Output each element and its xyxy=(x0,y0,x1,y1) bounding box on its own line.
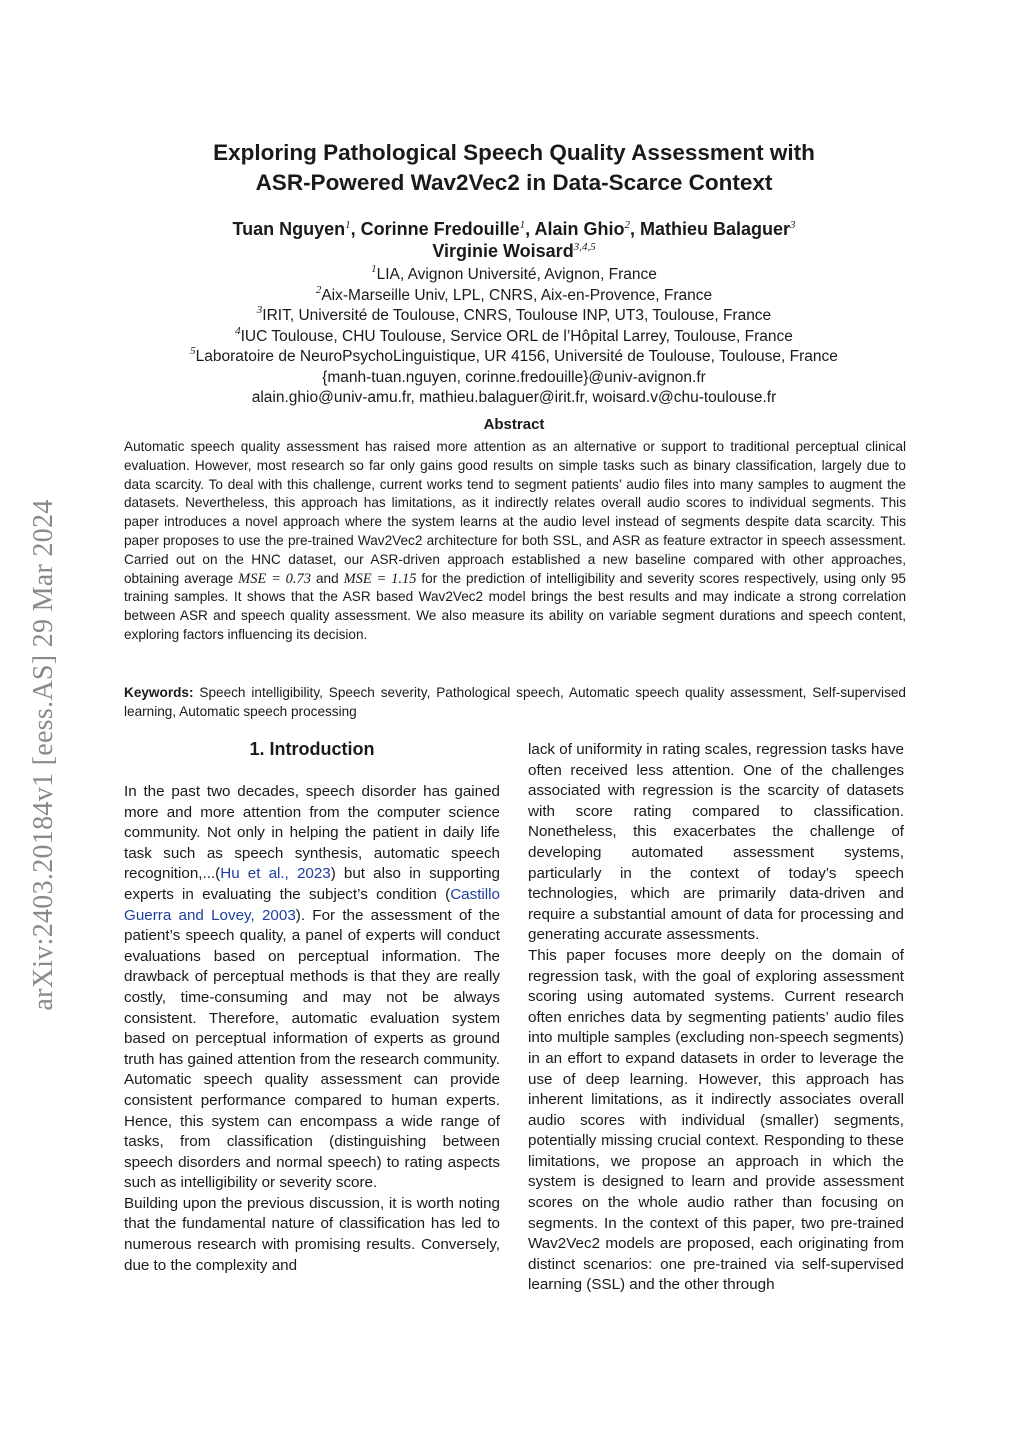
affiliation: $^2$Aix-Marseille Univ, LPL, CNRS, Aix-en-Provence, France xyxy=(315,283,713,304)
citation-link[interactable]: Castillo Guerra and Lovey, 2003 xyxy=(124,885,500,924)
keywords-text: Speech intelligibility, Speech severity, Pathological speech, Automatic speech quality assessment, Self-supervised learning, Automatic speech processing xyxy=(124,685,906,719)
author-sup: 3 xyxy=(790,219,796,231)
author-list: Tuan Nguyen$^1$, Corinne Fredouille$^1$, Alain Ghio$^2$, Mathieu Balaguer$^3$ Virginie Woisard$^{3,4,5}$ xyxy=(232,219,796,261)
author-name: Corinne Fredouille xyxy=(360,219,520,239)
author-name: Mathieu Balaguer xyxy=(640,219,791,239)
author-name: Virginie Woisard xyxy=(432,241,574,261)
affiliation: $^5$Laboratoire de NeuroPsychoLinguistique, UR 4156, Université de Toulouse, Toulouse, France xyxy=(190,345,838,365)
arxiv-watermark xyxy=(0,430,90,1080)
title-line-2: ASR-Powered Wav2Vec2 in Data-Scarce Context xyxy=(255,170,773,195)
email-line: alain.ghio@univ-amu.fr, mathieu.balaguer@irit.fr, woisard.v@chu-toulouse.fr xyxy=(251,389,777,406)
math-mse-severity: MSE = 1.15 xyxy=(343,570,417,587)
math-mse-intelligibility: MSE = 0.73 xyxy=(238,570,312,587)
citation-link[interactable]: Hu et al., 2023 xyxy=(220,865,331,883)
abstract-heading: Abstract xyxy=(483,416,545,433)
author-sup: 1 xyxy=(519,219,526,231)
arxiv-id: arXiv:2403.20184v1 [eess.AS] 29 Mar 2024 xyxy=(28,499,59,1011)
keywords-label: Keywords: xyxy=(124,685,194,700)
affiliation: $^1$LIA, Avignon Université, Avignon, France xyxy=(371,263,657,283)
author-sup: 3,4,5 xyxy=(573,241,596,253)
keywords xyxy=(124,684,906,722)
author-name: Tuan Nguyen xyxy=(232,219,346,239)
title-line-1: Exploring Pathological Speech Quality Assessment with xyxy=(213,140,815,165)
paragraph: Building upon the previous discussion, it is worth noting that the fundamental nature of classification has led to numerous research with promising results. Conversely, due to the complexity and xyxy=(124,1194,500,1274)
paragraph: lack of uniformity in rating scales, regression tasks have often received less attention. One of the challenges associated with regression is the scarcity of datasets with score rating compared to classification. Nonetheless, this exacerbates the challenge of developing automated assessment systems, particularly in the context of today’s speech technologies, which are primarily data-driven and require a substantial amount of data for processing and generating accurate assessments. xyxy=(528,741,904,944)
right-column xyxy=(528,740,904,1296)
abstract-body: Automatic speech quality assessment has raised more attention as an alternative or support to traditional perceptual clinical evaluation. However, most research so far only gains good results on simple tasks such as binary classification, largely due to data scarcity. To deal with this challenge, current works tend to segment patients’ audio files into many samples to augment the datasets. Nevertheless, this approach has limitations, as it indirectly relates overall audio scores to individual segments. This paper introduces a novel approach where the system learns at the audio level instead of segments despite data scarcity. This paper proposes to use the pre-trained Wav2Vec2 architecture for both SSL, and ASR as feature extractor in speech assessment. Carried out on the HNC dataset, our ASR-driven approach established a new baseline compared with other approaches, obtaining average MSE = 0.73 and MSE = 1.15 for the prediction of intelligibility and severity scores respectively, using only 95 training samples. It shows that the ASR based Wav2Vec2 model brings the best results and may indicate a strong correlation between ASR and speech quality assessment. We also measure its ability on variable segment durations and speech content, exploring factors influencing its decision. xyxy=(124,439,906,642)
email-line: {manh-tuan.nguyen, corinne.fredouille}@univ-avignon.fr xyxy=(322,368,706,386)
author-name: Alain Ghio xyxy=(534,219,625,239)
affiliations xyxy=(124,265,904,409)
left-column xyxy=(124,736,500,1276)
paragraph: In the past two decades, speech disorder has gained more and more attention from the computer science community. Not only in helping the patient in daily life task such as speech synthesis, automatic speech recognition,...(Hu et al., 2023) but also in supporting experts in evaluating the subject’s condition (Castillo Guerra and Lovey, 2003). For the assessment of the patient’s speech quality, a panel of experts will conduct evaluations based on perceptual information. The drawback of perceptual methods is that they are really costly, time-consuming and may not be always consistent. Therefore, automatic evaluation system based on perceptual information of experts as ground truth has gained attention from the research community. Automatic speech quality assessment can provide consistent performance compared to human experts. Hence, this system can encompass a wide range of tasks, from classification (distinguishing between speech disorders and normal speech) to rating aspects such as intelligibility or severity score. xyxy=(124,783,500,1192)
author-sup: 1 xyxy=(345,219,351,231)
paper-title xyxy=(124,138,904,198)
author-sup: 2 xyxy=(624,219,630,231)
affiliation: $^3$IRIT, Université de Toulouse, CNRS, Toulouse INP, UT3, Toulouse, France xyxy=(256,304,772,324)
section-heading: 1. Introduction xyxy=(249,739,375,759)
paragraph: This paper focuses more deeply on the domain of regression task, with the goal of exploring assessment scoring using automated systems. Current research often enriches data by segmenting patients’ audio files into multiple samples (excluding non-speech segments) in an effort to expand datasets in order to leverage the use of deep learning. However, this approach has inherent limitations, as it indirectly associates overall audio scores with individual (smaller) segments, potentially missing crucial context. Responding to these limitations, we propose an approach in which the system is designed to learn and provide assessment scores on the whole audio rather than focusing on segments. In the context of this paper, two pre-trained Wav2Vec2 models are proposed, each originating from distinct scenarios: one pre-trained via self-supervised learning (SSL) and the other through xyxy=(528,946,904,1294)
affiliation: $^4$IUC Toulouse, CHU Toulouse, Service ORL de l’Hôpital Larrey, Toulouse, France xyxy=(235,324,793,345)
